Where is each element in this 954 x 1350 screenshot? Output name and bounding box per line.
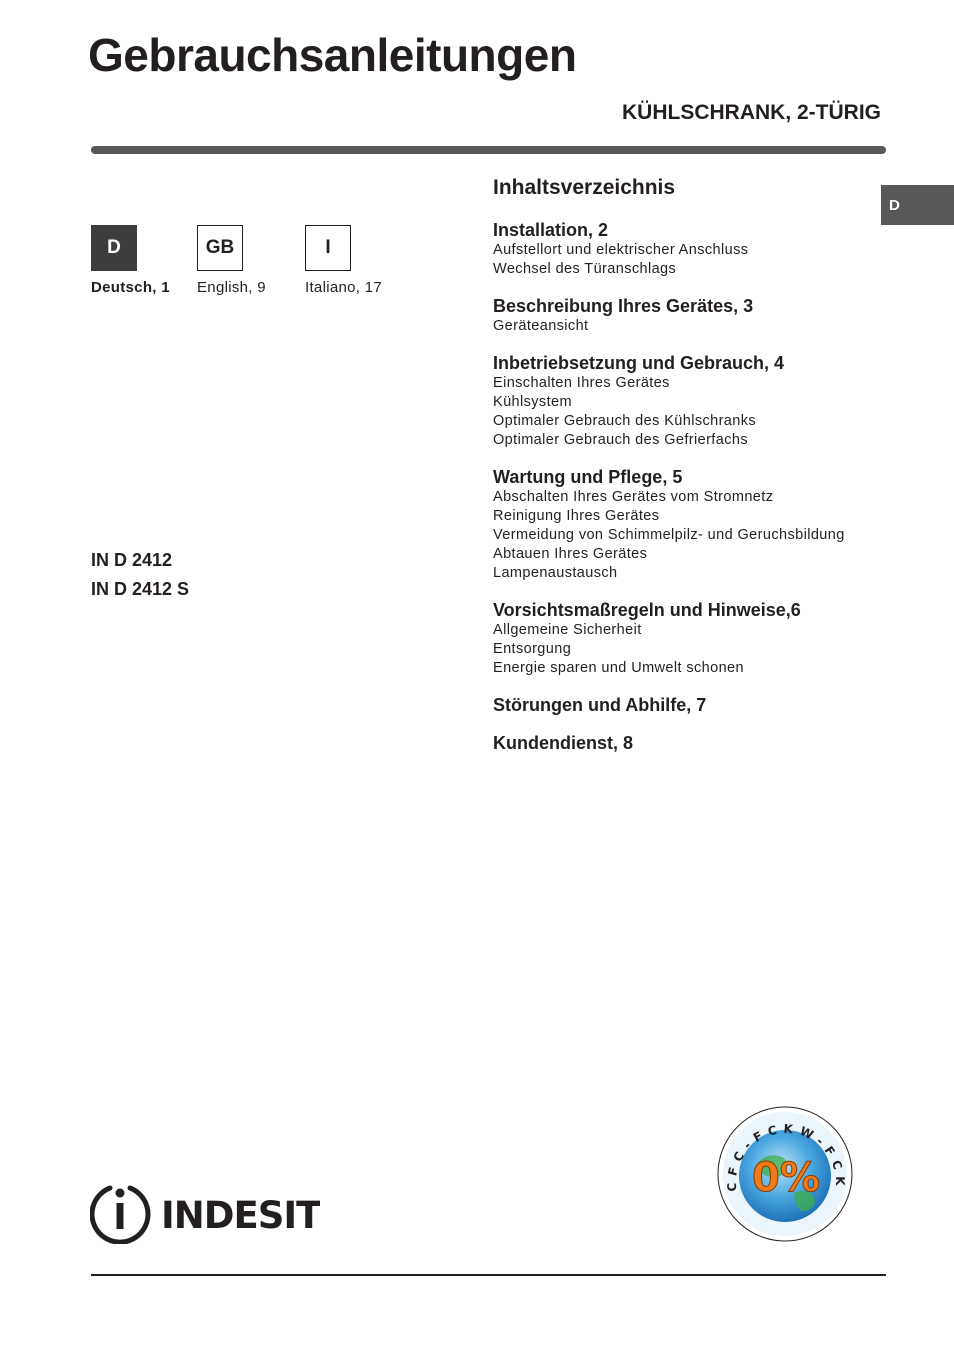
badge-ring-text: CFC-FCKW-FCK xyxy=(724,1121,848,1192)
document-title: Gebrauchsanleitungen xyxy=(88,29,577,81)
toc-heading: Inhaltsverzeichnis xyxy=(493,176,676,199)
toc-section xyxy=(493,219,883,279)
toc-item[interactable]: Lampenaustausch xyxy=(493,565,618,581)
language-label-gb[interactable]: English, 9 xyxy=(197,279,266,296)
toc-section-title[interactable]: Störungen und Abhilfe, 7 xyxy=(493,695,707,715)
language-box-de[interactable]: D xyxy=(91,225,137,271)
badge-percent: 0% xyxy=(752,1155,820,1201)
table-of-contents xyxy=(493,176,883,770)
model-number: IN D 2412 xyxy=(91,550,173,570)
toc-item[interactable]: Optimaler Gebrauch des Kühlschranks xyxy=(493,413,757,429)
toc-section-title[interactable]: Beschreibung Ihres Gerätes, 3 xyxy=(493,296,754,316)
toc-item[interactable]: Wechsel des Türanschlags xyxy=(493,261,677,277)
language-label-de[interactable]: Deutsch, 1 xyxy=(91,279,170,296)
toc-item[interactable]: Optimaler Gebrauch des Gefrierfachs xyxy=(493,432,748,448)
toc-item[interactable]: Abschalten Ihres Gerätes vom Stromnetz xyxy=(493,489,774,505)
toc-section-title[interactable]: Inbetriebsetzung und Gebrauch, 4 xyxy=(493,353,785,373)
indesit-i-logo-icon xyxy=(92,1188,148,1242)
toc-item[interactable]: Allgemeine Sicherheit xyxy=(493,622,642,638)
toc-item[interactable]: Geräteansicht xyxy=(493,318,589,334)
bottom-divider xyxy=(91,1274,886,1276)
language-label-it[interactable]: Italiano, 17 xyxy=(305,279,382,296)
toc-section-title[interactable]: Installation, 2 xyxy=(493,220,609,240)
logo-wordmark: INDESIT xyxy=(161,1194,320,1237)
toc-item[interactable]: Abtauen Ihres Gerätes xyxy=(493,546,648,562)
toc-section xyxy=(493,295,883,336)
product-type: KÜHLSCHRANK, 2-TÜRIG xyxy=(622,101,881,124)
toc-item[interactable]: Einschalten Ihres Gerätes xyxy=(493,375,670,391)
toc-item[interactable]: Energie sparen und Umwelt schonen xyxy=(493,660,744,676)
toc-section xyxy=(493,599,883,678)
toc-item[interactable]: Aufstellort und elektrischer Anschluss xyxy=(493,242,749,258)
language-side-tab[interactable]: D xyxy=(881,185,954,225)
toc-section-title[interactable]: Wartung und Pflege, 5 xyxy=(493,467,683,487)
top-divider xyxy=(91,146,886,154)
toc-item[interactable]: Kühlsystem xyxy=(493,394,572,410)
toc-item[interactable]: Reinigung Ihres Gerätes xyxy=(493,508,660,524)
toc-item[interactable]: Entsorgung xyxy=(493,641,572,657)
toc-section xyxy=(493,732,883,754)
cfc-free-globe-icon xyxy=(716,1105,854,1243)
language-box-it[interactable]: I xyxy=(305,225,351,271)
model-number: IN D 2412 S xyxy=(91,579,190,599)
indesit-logo xyxy=(90,1180,320,1244)
toc-section xyxy=(493,466,883,583)
language-box-gb[interactable]: GB xyxy=(197,225,243,271)
toc-item[interactable]: Vermeidung von Schimmelpilz- und Geruchsbildung xyxy=(493,527,845,543)
toc-section xyxy=(493,694,883,716)
toc-section-title[interactable]: Vorsichtsmaßregeln und Hinweise,6 xyxy=(493,600,801,620)
toc-section-title[interactable]: Kundendienst, 8 xyxy=(493,733,634,753)
toc-section xyxy=(493,352,883,450)
